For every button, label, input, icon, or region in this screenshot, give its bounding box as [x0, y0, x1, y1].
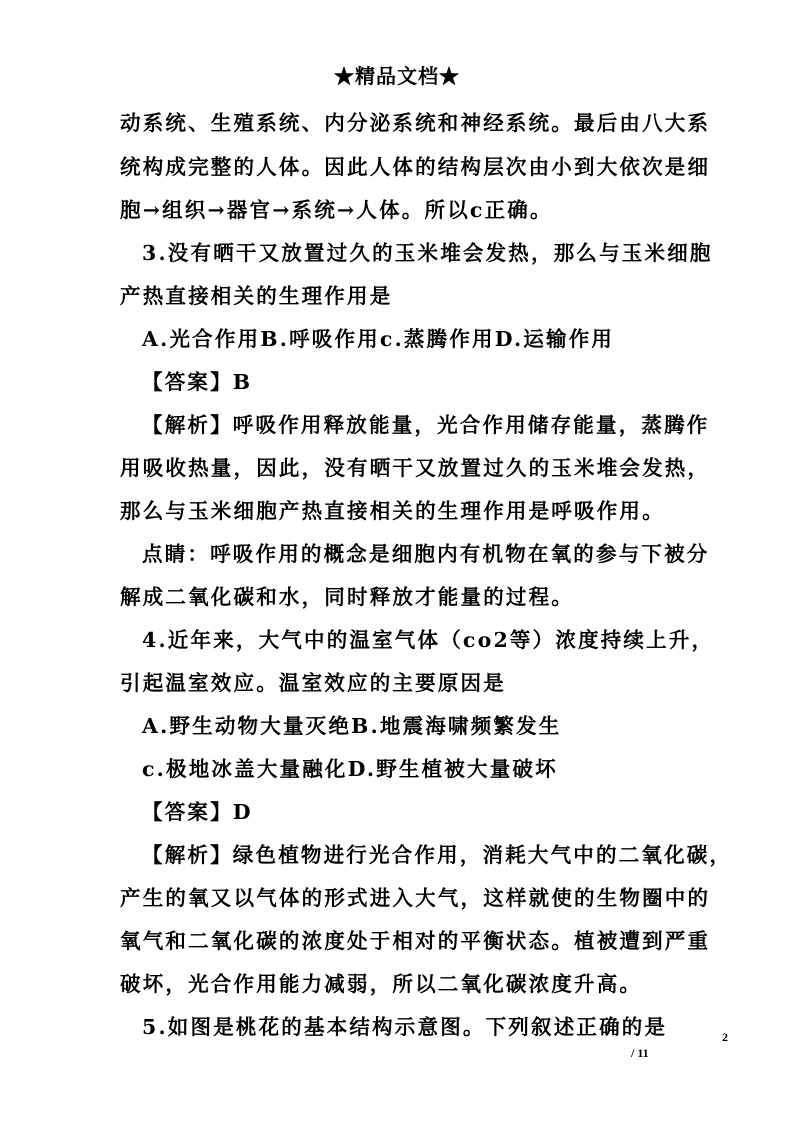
body-line: 5.如图是桃花的基本结构示意图。下列叙述正确的是 — [142, 1015, 668, 1039]
body-line: 点睛：呼吸作用的概念是细胞内有机物在氧的参与下被分 — [142, 542, 710, 566]
body-line: 那么与玉米细胞产热直接相关的生理作用是呼吸作用。 — [120, 499, 665, 523]
body-line: 动系统、生殖系统、内分泌系统和神经系统。最后由八大系 — [120, 111, 711, 135]
body-line: 统构成完整的人体。因此人体的结构层次由小到大依次是细 — [120, 155, 711, 179]
body-line: 破坏，光合作用能力减弱，所以二氧化碳浓度升高。 — [120, 972, 643, 996]
body-line: 胞→组织→器官→系统→人体。所以c正确。 — [120, 198, 553, 222]
body-line: 4.近年来，大气中的温室气体（co2等）浓度持续上升， — [142, 628, 715, 652]
body-line: 产热直接相关的生理作用是 — [120, 284, 393, 308]
body-line: A.光合作用B.呼吸作用c.蒸腾作用D.运输作用 — [142, 327, 615, 351]
body-line: c.极地冰盖大量融化D.野生植被大量破坏 — [142, 757, 558, 781]
body-line: 3.没有晒干又放置过久的玉米堆会发热，那么与玉米细胞 — [142, 241, 713, 265]
body-line: 【解析】呼吸作用释放能量，光合作用储存能量，蒸腾作 — [142, 413, 710, 437]
page-number: 2 — [722, 1030, 728, 1044]
page-total: / 11 — [631, 1046, 649, 1060]
body-line: 产生的氧又以气体的形式进入大气，这样就使的生物圈中的 — [120, 886, 711, 910]
page-header: ★精品文档★ — [334, 64, 460, 88]
body-line: 氧气和二氧化碳的浓度处于相对的平衡状态。植被遭到严重 — [120, 929, 711, 953]
body-line: 【答案】D — [142, 800, 253, 824]
body-line: 【答案】B — [142, 370, 253, 394]
body-line: 用吸收热量，因此，没有晒干又放置过久的玉米堆会发热， — [120, 456, 711, 480]
body-line: 【解析】绿色植物进行光合作用，消耗大气中的二氧化碳， — [142, 843, 733, 867]
body-line: A.野生动物大量灭绝B.地震海啸频繁发生 — [142, 714, 562, 738]
body-line: 解成二氧化碳和水，同时释放才能量的过程。 — [120, 585, 574, 609]
body-line: 引起温室效应。温室效应的主要原因是 — [120, 671, 506, 695]
